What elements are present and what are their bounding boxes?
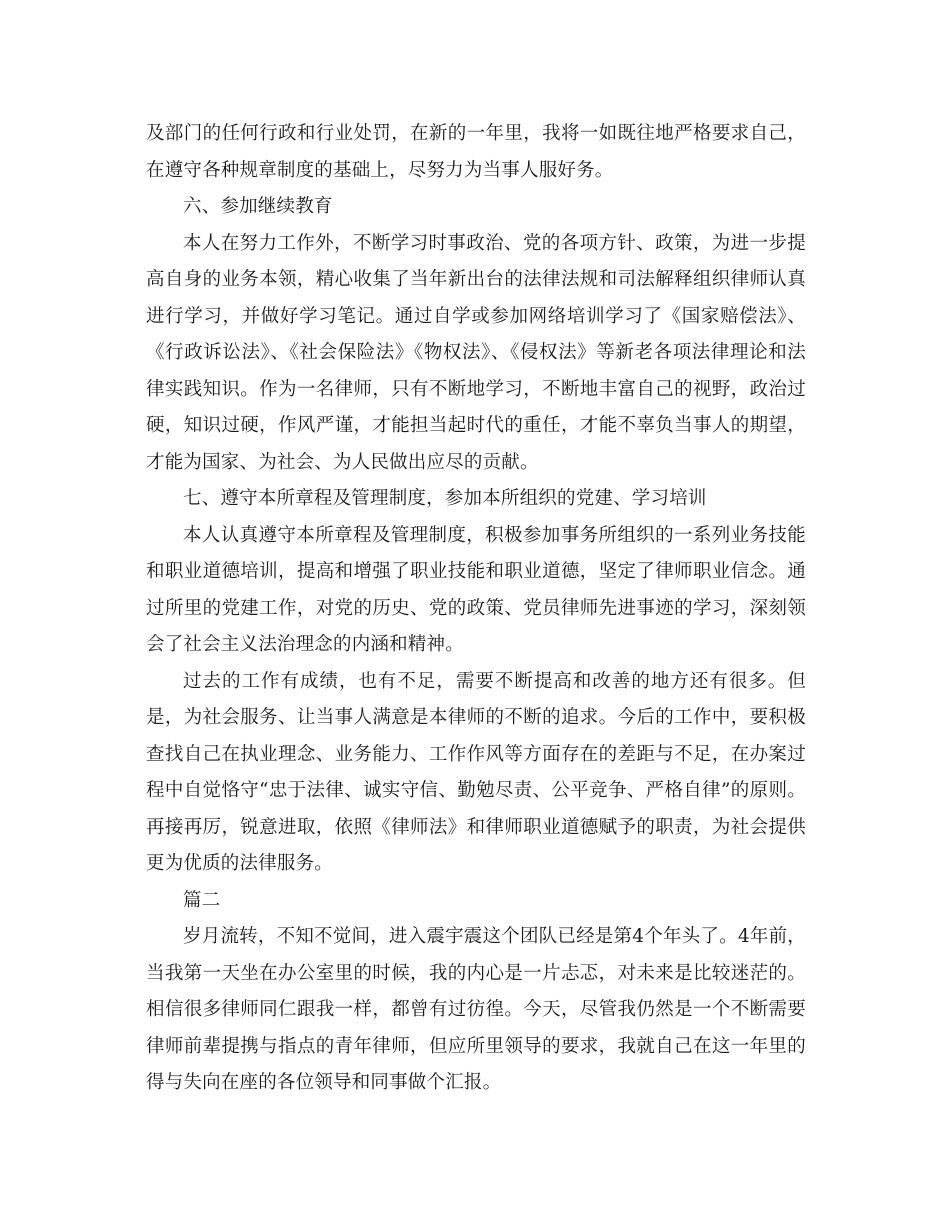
paragraph-firm-rules: 本人认真遵守本所章程及管理制度，积极参加事务所组织的一系列业务技能和职业道德培训，提高和增强了职业技能和职业道德，坚定了律师职业信念。通过所里的党建工作，对党的历史、党的政策、党员律师先进事迹的学习，深刻领会了社会主义法治理念的内涵和精神。 xyxy=(146,524,806,655)
section-heading-6: 六、参加继续教育 xyxy=(183,196,333,217)
paragraph-continuation: 及部门的任何行政和行业处罚，在新的一年里，我将一如既往地严格要求自己，在遵守各种规章制度的基础上，尽努力为当事人服好务。 xyxy=(146,123,806,181)
document-body xyxy=(146,116,806,1102)
paragraph-continuing-education: 本人在努力工作外，不断学习时事政治、党的各项方针、政策，为进一步提高自身的业务本领，精心收集了当年新出台的法律法规和司法解释组织律师认真进行学习，并做好学习笔记。通过自学或参加网络培训学习了《国家赔偿法》、《行政诉讼法》、《社会保险法》《物权法》、《侵权法》等新老各项法律理论和法律实践知识。作为一名律师，只有不断地学习，不断地丰富自己的视野，政治过硬，知识过硬，作风严谨，才能担当起时代的重任，才能不辜负当事人的期望，才能为国家、为社会、为人民做出应尽的贡献。 xyxy=(146,232,806,473)
section-heading-7: 七、遵守本所章程及管理制度，参加本所组织的党建、学习培训 xyxy=(183,488,707,509)
part-heading-2: 篇二 xyxy=(183,889,221,911)
paragraph-summary: 过去的工作有成绩，也有不足，需要不断提高和改善的地方还有很多。但是，为社会服务、让当事人满意是本律师的不断的追求。今后的工作中，要积极查找自己在执业理念、业务能力、工作作风等方面存在的差距与不足，在办案过程中自觉恪守“忠于法律、诚实守信、勤勉尽责、公平竞争、严格自律”的原则。再接再厉，锐意进取，依照《律师法》和律师职业道德赋予的职责，为社会提供更为优质的法律服务。 xyxy=(146,670,806,874)
paragraph-part-2-intro: 岁月流转，不知不觉间，进入震宇震这个团队已经是第4个年头了。4年前，当我第一天坐在办公室里的时候，我的内心是一片忐忑，对未来是比较迷茫的。相信很多律师同仁跟我一样，都曾有过彷徨。今天，尽管我仍然是一个不断需要律师前辈提携与指点的青年律师，但应所里领导的要求，我就自己在这一年里的得与失向在座的各位领导和同事做个汇报。 xyxy=(146,926,806,1093)
